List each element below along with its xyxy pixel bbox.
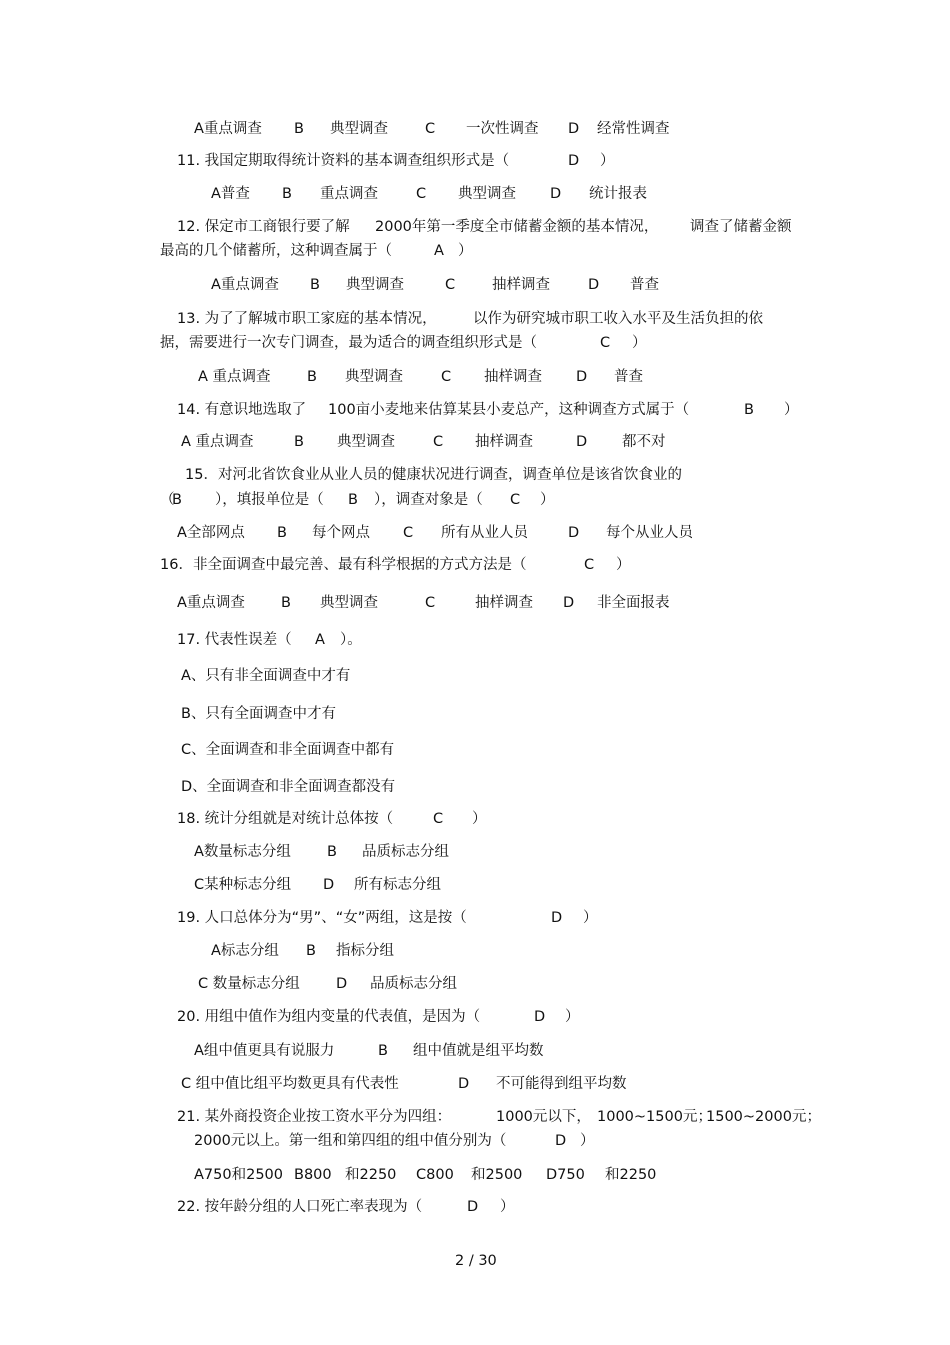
text-segment: D [563,595,575,611]
text-segment: C 组中值比组平均数更具有代表性 [181,1076,399,1092]
text-segment: 品质标志分组 [370,976,457,992]
text-segment: 16．非全面调查中最完善、最有科学根据的方式方法是（ [160,557,527,573]
text-segment: A、只有非全面调查中才有 [181,668,351,684]
text-segment: D [568,153,580,169]
text-segment: 抽样调查 [475,434,533,450]
text-segment: D、全面调查和非全面调查都没有 [181,779,396,795]
text-segment: ），填报单位是（ [215,492,324,508]
text-segment: D [467,1199,479,1215]
text-segment: A重点调查 [177,595,245,611]
text-segment: ）。 [340,632,362,648]
text-segment: 普查 [614,369,643,385]
text-segment: （ [160,492,175,508]
text-segment: C [600,335,611,351]
text-segment: ），调查对象是（ [374,492,483,508]
text-segment: B [172,492,182,508]
text-segment: 14. 有意识地选取了 [177,402,307,418]
text-segment: D750 [546,1167,585,1183]
text-segment: C [445,277,456,293]
text-segment: 最高的几个储蓄所，这种调查属于（ [160,243,392,259]
text-segment: D [323,877,335,893]
text-segment: A 重点调查 [198,369,271,385]
text-segment: D [568,121,580,137]
text-segment: 典型调查 [320,595,378,611]
text-segment: 每个从业人员 [606,525,693,541]
text-segment: 普查 [630,277,659,293]
text-segment: 所有从业人员 [441,525,528,541]
text-segment: 品质标志分组 [362,844,449,860]
text-segment: 和2500 [471,1167,523,1183]
text-segment: B [294,121,304,137]
text-segment: A数量标志分组 [194,844,291,860]
text-segment: 11. 我国定期取得统计资料的基本调查组织形式是（ [177,153,510,169]
text-segment: C800 [416,1167,454,1183]
text-segment: ） [784,402,799,418]
text-segment: 调查了储蓄金额 [690,219,792,235]
text-segment: ） [600,153,615,169]
text-segment: A750和2500 [194,1167,283,1183]
text-segment: D [576,369,588,385]
text-segment: D [458,1076,470,1092]
text-segment: 21. 某外商投资企业按工资水平分为四组： [177,1109,452,1125]
text-segment: 和2250 [345,1167,397,1183]
text-segment: ） [458,243,473,259]
text-segment: C [425,595,436,611]
text-segment: A普查 [211,186,250,202]
text-segment: 20. 用组中值作为组内变量的代表值，是因为（ [177,1009,481,1025]
text-segment: 据，需要进行一次专门调查，最为适合的调查组织形式是（ [160,335,537,351]
text-segment: 不可能得到组平均数 [496,1076,627,1092]
text-segment: C [510,492,521,508]
text-segment: B [378,1043,388,1059]
text-segment: B800 [294,1167,332,1183]
text-segment: 典型调查 [346,277,404,293]
text-segment: ） [540,492,555,508]
text-segment: B [281,595,291,611]
text-segment: 1000~1500元； [597,1109,712,1125]
text-segment: 非全面报表 [597,595,670,611]
text-segment: 100亩小麦地来估算某县小麦总产，这种调查方式属于（ [328,402,690,418]
text-segment: C [584,557,595,573]
text-segment: 18. 统计分组就是对统计总体按（ [177,811,394,827]
text-segment: A标志分组 [211,943,279,959]
text-segment: 组中值就是组平均数 [413,1043,544,1059]
text-segment: A组中值更具有说服力 [194,1043,335,1059]
text-segment: ） [583,910,598,926]
text-segment: 13. 为了了解城市职工家庭的基本情况， [177,311,437,327]
text-segment: D [534,1009,546,1025]
text-segment: 15．对河北省饮食业从业人员的健康状况进行调查，调查单位是该省饮食业的 [185,467,682,483]
text-segment: C某种标志分组 [194,877,292,893]
text-segment: 1000元以下， [496,1109,591,1125]
text-segment: C [441,369,452,385]
text-segment: 2000年第一季度全市储蓄金额的基本情况， [375,219,659,235]
text-segment: 以作为研究城市职工收入水平及生活负担的依 [473,311,763,327]
text-segment: 典型调查 [458,186,516,202]
text-segment: 抽样调查 [484,369,542,385]
text-segment: 抽样调查 [492,277,550,293]
text-segment: 12. 保定市工商银行要了解 [177,219,350,235]
text-segment: 重点调查 [320,186,378,202]
text-segment: ） [500,1199,515,1215]
text-segment: 17. 代表性误差（ [177,632,292,648]
text-segment: D [336,976,348,992]
text-segment: B [327,844,337,860]
text-segment: C、全面调查和非全面调查中都有 [181,742,395,758]
text-segment: A [434,243,444,259]
text-segment: 指标分组 [336,943,394,959]
text-segment: 所有标志分组 [354,877,441,893]
text-segment: C [433,811,444,827]
text-segment: ） [616,557,631,573]
text-segment: C 数量标志分组 [198,976,300,992]
text-segment: A重点调查 [211,277,279,293]
text-segment: B [306,943,316,959]
text-segment: 统计报表 [589,186,647,202]
text-segment: C [425,121,436,137]
text-segment: ） [472,811,487,827]
text-segment: B [282,186,292,202]
text-segment: B、只有全面调查中才有 [181,706,336,722]
text-segment: B [277,525,287,541]
text-segment: D [568,525,580,541]
text-segment: ） [580,1133,595,1149]
text-segment: 1500~2000元； [706,1109,821,1125]
text-segment: B [294,434,304,450]
text-segment: 典型调查 [345,369,403,385]
text-segment: C [403,525,414,541]
text-segment: 和2250 [605,1167,657,1183]
text-segment: B [310,277,320,293]
text-segment: C [433,434,444,450]
text-segment: B [307,369,317,385]
text-segment: A [315,632,325,648]
text-segment: D [550,186,562,202]
text-segment: B [744,402,754,418]
text-segment: C [416,186,427,202]
text-segment: D [588,277,600,293]
text-segment: 一次性调查 [466,121,539,137]
text-segment: 典型调查 [337,434,395,450]
text-segment: 抽样调查 [475,595,533,611]
text-segment: D [555,1133,567,1149]
text-segment: D [576,434,588,450]
text-segment: 2000元以上。第一组和第四组的组中值分别为（ [194,1133,507,1149]
text-segment: A 重点调查 [181,434,254,450]
text-segment: 典型调查 [330,121,388,137]
text-segment: D [551,910,563,926]
text-segment: 22. 按年龄分组的人口死亡率表现为（ [177,1199,423,1215]
page-number: 2 / 30 [455,1253,497,1269]
text-segment: 每个网点 [312,525,370,541]
text-segment: ） [632,335,647,351]
text-segment: ） [565,1009,580,1025]
text-segment: 经常性调查 [597,121,670,137]
text-segment: A全部网点 [177,525,245,541]
text-segment: 19. 人口总体分为“男”、“女”两组，这是按（ [177,910,467,926]
text-segment: 都不对 [622,434,666,450]
text-segment: A重点调查 [194,121,262,137]
text-segment: B [348,492,358,508]
